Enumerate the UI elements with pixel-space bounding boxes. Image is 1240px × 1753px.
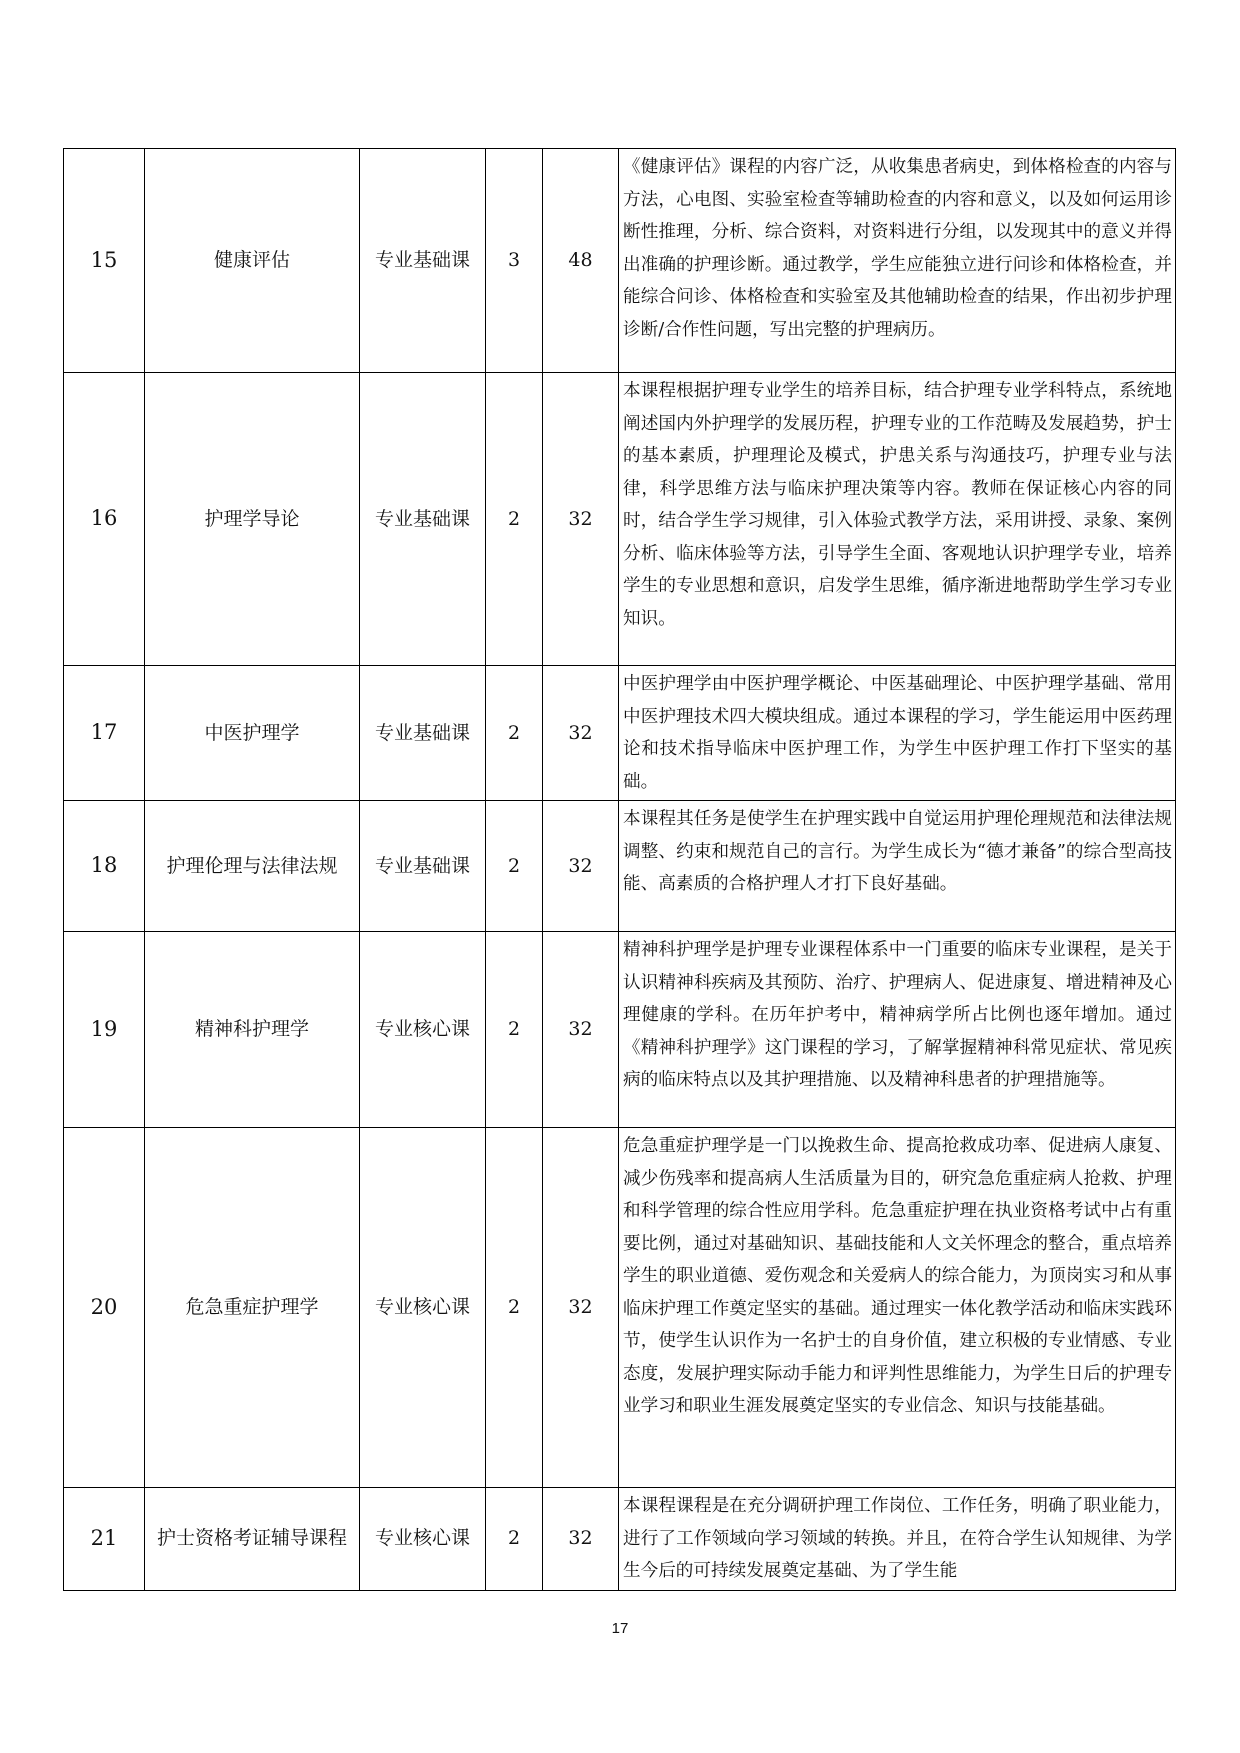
course-description: 中医护理学由中医护理学概论、中医基础理论、中医护理学基础、常用中医护理技术四大模块组成。通过本课程的学习，学生能运用中医药理论和技术指导临床中医护理工作，为学生中医护理工作打下坚实的基础。 xyxy=(619,666,1176,801)
course-number: 19 xyxy=(64,932,145,1128)
table-row xyxy=(64,1128,1176,1488)
course-name: 健康评估 xyxy=(145,149,360,373)
course-name: 中医护理学 xyxy=(145,666,360,801)
course-description: 危急重症护理学是一门以挽救生命、提高抢救成功率、促进病人康复、减少伤残率和提高病人生活质量为目的，研究急危重症病人抢救、护理和科学管理的综合性应用学科。危急重症护理在执业资格考试中占有重要比例，通过对基础知识、基础技能和人文关怀理念的整合，重点培养学生的职业道德、爱伤观念和关爱病人的综合能力，为顶岗实习和从事临床护理工作奠定坚实的基础。通过理实一体化教学活动和临床实践环节，使学生认识作为一名护士的自身价值，建立积极的专业情感、专业态度，发展护理实际动手能力和评判性思维能力，为学生日后的护理专业学习和职业生涯发展奠定坚实的专业信念、知识与技能基础。 xyxy=(619,1128,1176,1488)
course-name: 护士资格考证辅导课程 xyxy=(145,1488,360,1591)
table-row xyxy=(64,801,1176,932)
course-number: 17 xyxy=(64,666,145,801)
page-number: 17 xyxy=(611,1620,629,1637)
table-row xyxy=(64,1488,1176,1591)
course-credits: 2 xyxy=(486,1488,543,1591)
course-name: 护理学导论 xyxy=(145,373,360,666)
course-type: 专业基础课 xyxy=(360,149,486,373)
course-number: 21 xyxy=(64,1488,145,1591)
course-description: 本课程课程是在充分调研护理工作岗位、工作任务，明确了职业能力，进行了工作领域向学习领域的转换。并且，在符合学生认知规律、为学生今后的可持续发展奠定基础、为了学生能 xyxy=(619,1488,1176,1591)
course-name: 精神科护理学 xyxy=(145,932,360,1128)
course-type: 专业基础课 xyxy=(360,801,486,932)
course-credits: 3 xyxy=(486,149,543,373)
course-credits: 2 xyxy=(486,932,543,1128)
course-credits: 2 xyxy=(486,801,543,932)
course-hours: 32 xyxy=(543,1128,619,1488)
course-credits: 2 xyxy=(486,1128,543,1488)
course-hours: 32 xyxy=(543,1488,619,1591)
table-row xyxy=(64,373,1176,666)
course-number: 15 xyxy=(64,149,145,373)
table-row xyxy=(64,666,1176,801)
course-credits: 2 xyxy=(486,666,543,801)
course-number: 20 xyxy=(64,1128,145,1488)
course-hours: 32 xyxy=(543,932,619,1128)
course-name: 护理伦理与法律法规 xyxy=(145,801,360,932)
table-row xyxy=(64,149,1176,373)
course-description: 本课程其任务是使学生在护理实践中自觉运用护理伦理规范和法律法规调整、约束和规范自己的言行。为学生成长为“德才兼备”的综合型高技能、高素质的合格护理人才打下良好基础。 xyxy=(619,801,1176,932)
course-number: 18 xyxy=(64,801,145,932)
course-hours: 32 xyxy=(543,666,619,801)
course-type: 专业基础课 xyxy=(360,666,486,801)
course-hours: 32 xyxy=(543,801,619,932)
course-type: 专业核心课 xyxy=(360,1128,486,1488)
course-number: 16 xyxy=(64,373,145,666)
course-type: 专业基础课 xyxy=(360,373,486,666)
course-type: 专业核心课 xyxy=(360,932,486,1128)
course-description: 《健康评估》课程的内容广泛，从收集患者病史，到体格检查的内容与方法，心电图、实验室检查等辅助检查的内容和意义，以及如何运用诊断性推理，分析、综合资料，对资料进行分组，以发现其中的意义并得出准确的护理诊断。通过教学，学生应能独立进行问诊和体格检查，并能综合问诊、体格检查和实验室及其他辅助检查的结果，作出初步护理诊断/合作性问题，写出完整的护理病历。 xyxy=(619,149,1176,373)
course-hours: 48 xyxy=(543,149,619,373)
table-row xyxy=(64,932,1176,1128)
course-hours: 32 xyxy=(543,373,619,666)
course-type: 专业核心课 xyxy=(360,1488,486,1591)
course-name: 危急重症护理学 xyxy=(145,1128,360,1488)
course-credits: 2 xyxy=(486,373,543,666)
course-description: 本课程根据护理专业学生的培养目标，结合护理专业学科特点，系统地阐述国内外护理学的发展历程，护理专业的工作范畴及发展趋势，护士的基本素质，护理理论及模式，护患关系与沟通技巧，护理专业与法律，科学思维方法与临床护理决策等内容。教师在保证核心内容的同时，结合学生学习规律，引入体验式教学方法，采用讲授、录象、案例分析、临床体验等方法，引导学生全面、客观地认识护理学专业，培养学生的专业思想和意识，启发学生思维，循序渐进地帮助学生学习专业知识。 xyxy=(619,373,1176,666)
course-description: 精神科护理学是护理专业课程体系中一门重要的临床专业课程，是关于认识精神科疾病及其预防、治疗、护理病人、促进康复、增进精神及心理健康的学科。在历年护考中，精神病学所占比例也逐年增加。通过《精神科护理学》这门课程的学习，了解掌握精神科常见症状、常见疾病的临床特点以及其护理措施、以及精神科患者的护理措施等。 xyxy=(619,932,1176,1128)
course-table xyxy=(63,148,1176,1591)
